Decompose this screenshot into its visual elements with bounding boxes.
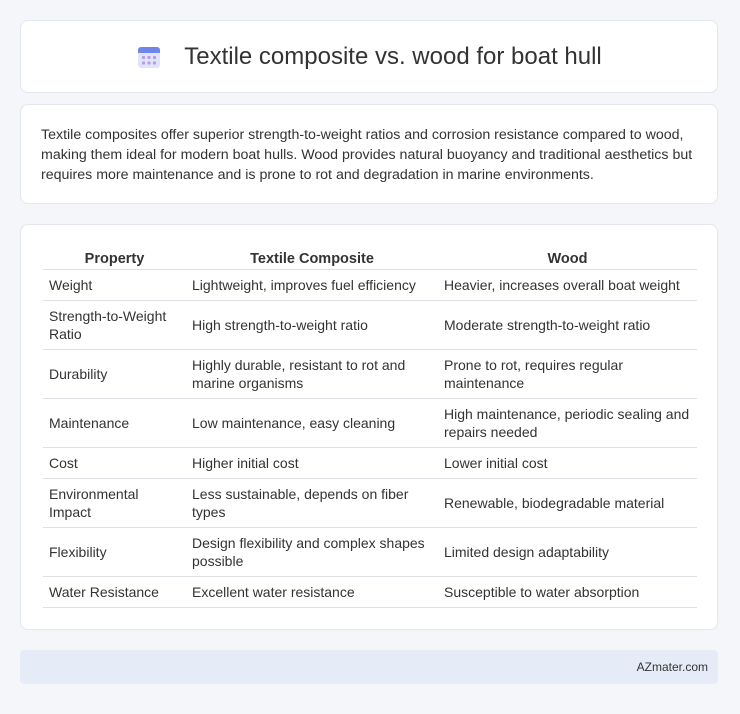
textile-composite-cell: Lightweight, improves fuel efficiency (186, 270, 438, 301)
comparison-table (43, 245, 697, 608)
textile-composite-cell: Low maintenance, easy cleaning (186, 399, 438, 448)
footer-brand: AZmater.com (636, 660, 708, 674)
textile-composite-cell: Higher initial cost (186, 448, 438, 479)
wood-cell: Susceptible to water absorption (438, 577, 697, 608)
column-header-textile-composite: Textile Composite (186, 245, 438, 270)
footer (20, 650, 718, 684)
textile-composite-cell: Excellent water resistance (186, 577, 438, 608)
wood-cell: Moderate strength-to-weight ratio (438, 301, 697, 350)
property-cell: Strength-to-Weight Ratio (43, 301, 186, 350)
summary-card (20, 104, 718, 204)
textile-composite-cell: Less sustainable, depends on fiber types (186, 479, 438, 528)
wood-cell: Heavier, increases overall boat weight (438, 270, 697, 301)
property-cell: Durability (43, 350, 186, 399)
wood-cell: Renewable, biodegradable material (438, 479, 697, 528)
comparison-table-card (20, 224, 718, 630)
table-row (43, 350, 697, 399)
textile-composite-cell: High strength-to-weight ratio (186, 301, 438, 350)
summary-text: Textile composites offer superior strength-to-weight ratios and corrosion resistance compared to wood, making them ideal for modern boat hulls. Wood provides natural buoyancy and traditional aesthetics but requires more maintenance and is prone to rot and degradation in marine environments. (41, 127, 693, 183)
table-row (43, 301, 697, 350)
textile-composite-cell: Design flexibility and complex shapes possible (186, 528, 438, 577)
property-cell: Flexibility (43, 528, 186, 577)
table-row (43, 577, 697, 608)
wood-cell: High maintenance, periodic sealing and repairs needed (438, 399, 697, 448)
property-cell: Cost (43, 448, 186, 479)
calendar-icon (136, 44, 162, 70)
table-row (43, 399, 697, 448)
property-cell: Environmental Impact (43, 479, 186, 528)
textile-composite-cell: Highly durable, resistant to rot and marine organisms (186, 350, 438, 399)
property-cell: Weight (43, 270, 186, 301)
table-row (43, 528, 697, 577)
property-cell: Water Resistance (43, 577, 186, 608)
wood-cell: Lower initial cost (438, 448, 697, 479)
column-header-wood: Wood (438, 245, 697, 270)
column-header-property: Property (43, 245, 186, 270)
table-header-row (43, 245, 697, 270)
title-card (20, 20, 718, 93)
wood-cell: Limited design adaptability (438, 528, 697, 577)
wood-cell: Prone to rot, requires regular maintenance (438, 350, 697, 399)
table-row (43, 448, 697, 479)
table-row (43, 270, 697, 301)
property-cell: Maintenance (43, 399, 186, 448)
page-title: Textile composite vs. wood for boat hull (184, 42, 602, 70)
table-row (43, 479, 697, 528)
